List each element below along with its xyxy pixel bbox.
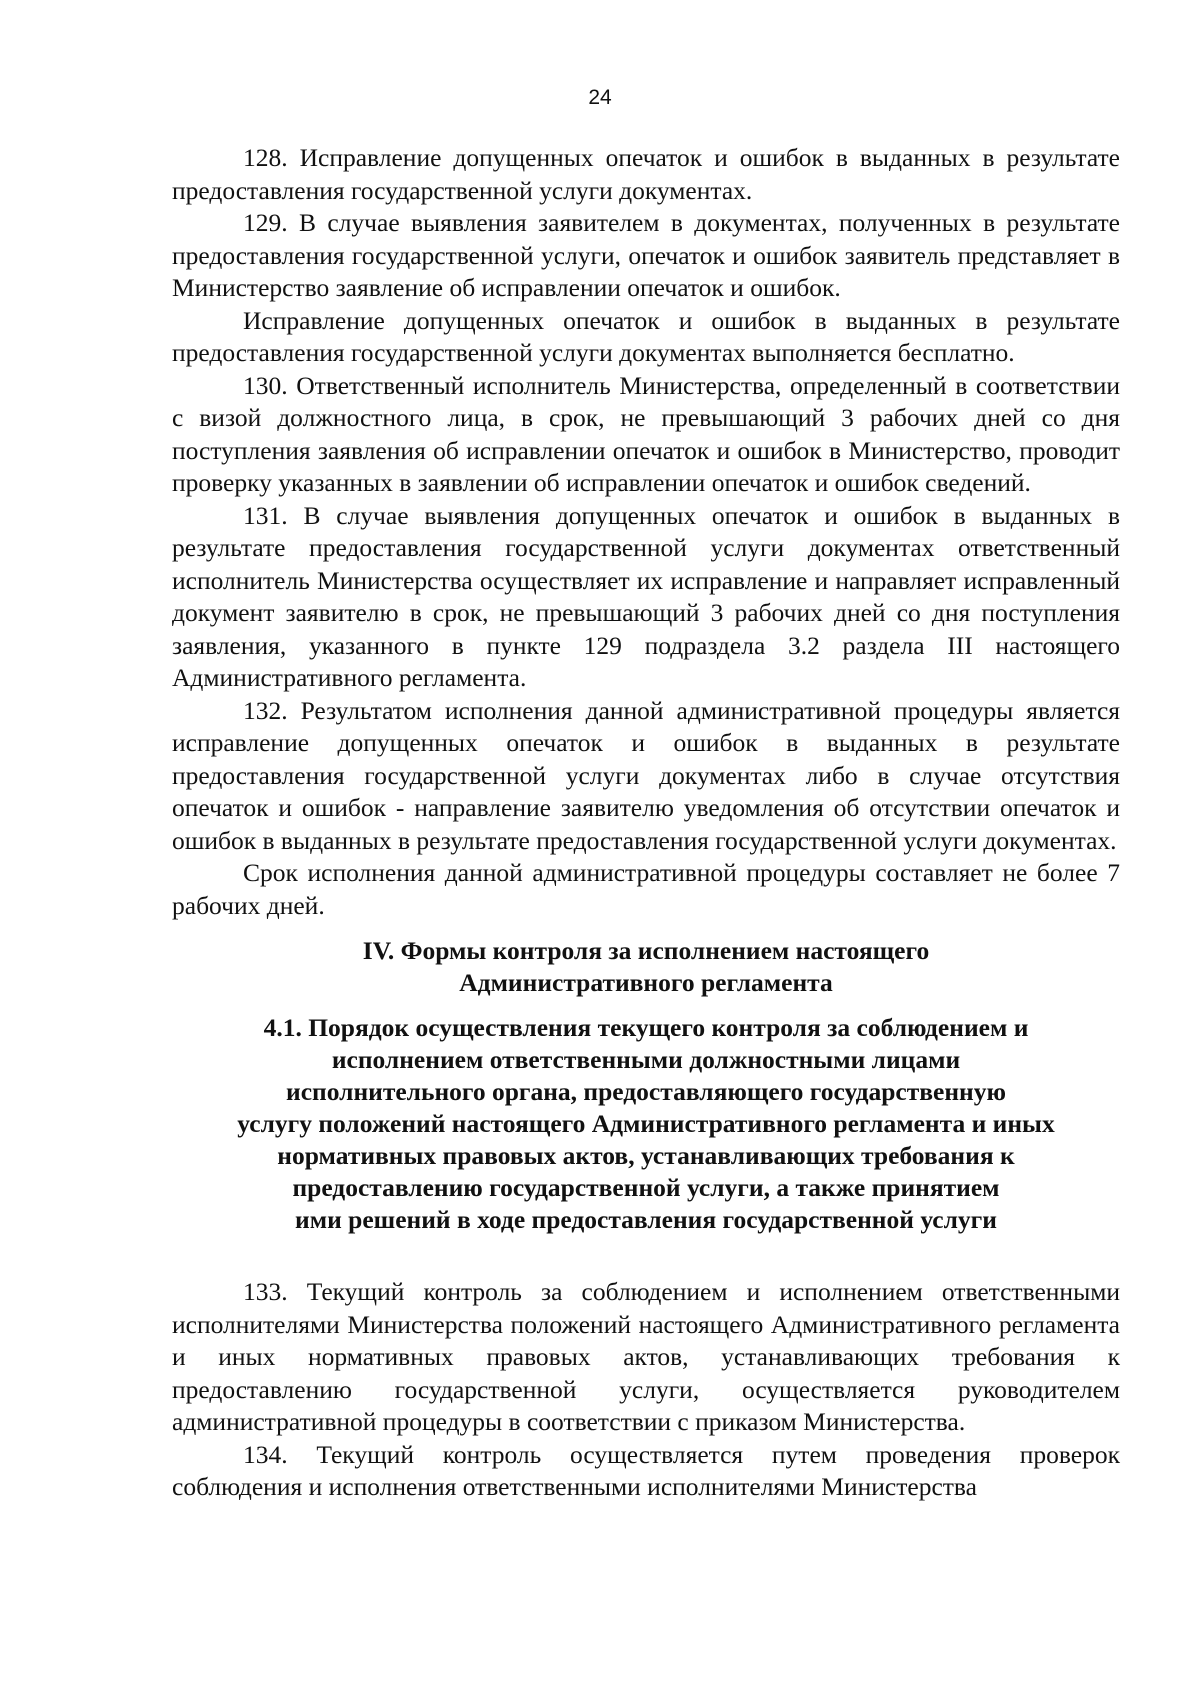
paragraph-132: 132. Результатом исполнения данной административной процедуры является исправление допущенных опечаток и ошибок в выданных в результате предоставления государственной услуги документах либо в случае отсутствия опечаток и ошибок - направление заявителю уведомления об отсутствии опечаток и ошибок в выданных в результате предоставления государственной услуги документах. — [172, 695, 1120, 855]
paragraph-131: 131. В случае выявления допущенных опечаток и ошибок в выданных в результате предоставления государственной услуги документах ответственный исполнитель Министерства осуществляет их исправление и направляет исправленный документ заявителю в срок, не превышающий 3 рабочих дней со дня поступления заявления, указанного в пункте 129 подраздела 3.2 раздела III настоящего Административного регламента. — [172, 500, 1120, 692]
paragraph-129-note: Исправление допущенных опечаток и ошибок в выданных в результате предоставления государственной услуги документах выполняется бесплатно. — [172, 305, 1120, 367]
subsection-heading-line: исполнением ответственными должностными лицами — [331, 1045, 961, 1074]
subsection-heading-line: исполнительного органа, предоставляющего государственную — [286, 1077, 1006, 1106]
subsection-heading-line: предоставлению государственной услуги, а также принятием — [292, 1173, 1000, 1202]
subsection-heading-line: услугу положений настоящего Административного регламента и иных — [237, 1109, 1055, 1138]
section-heading-line-1: IV. Формы контроля за исполнением настоящего — [362, 936, 930, 965]
subsection-heading — [172, 1012, 1120, 1236]
subsection-heading-line: нормативных правовых актов, устанавливающих требования к — [277, 1141, 1015, 1170]
page-number: 24 — [588, 86, 612, 109]
paragraph-128: 128. Исправление допущенных опечаток и ошибок в выданных в результате предоставления государственной услуги документах. — [172, 143, 1120, 205]
paragraph-129: 129. В случае выявления заявителем в документах, полученных в результате предоставления государственной услуги, опечаток и ошибок заявитель представляет в Министерство заявление об исправлении опечаток и ошибок. — [172, 208, 1120, 302]
page-content — [172, 142, 1120, 1504]
subsection-heading-line: 4.1. Порядок осуществления текущего контроля за соблюдением и — [263, 1013, 1029, 1042]
paragraph-130: 130. Ответственный исполнитель Министерства, определенный в соответствии с визой должностного лица, в срок, не превышающий 3 рабочих дней со дня поступления заявления об исправлении опечаток и ошибок в Министерство, проводит проверку указанных в заявлении об исправлении опечаток и ошибок сведений. — [172, 370, 1120, 497]
paragraph-133: 133. Текущий контроль за соблюдением и исполнением ответственными исполнителями Министерства положений настоящего Административного регламента и иных нормативных правовых актов, устанавливающих требования к предоставлению государственной услуги, осуществляется руководителем административной процедуры в соответствии с приказом Министерства. — [172, 1277, 1120, 1436]
section-heading — [172, 935, 1120, 999]
heading-spacer — [172, 1236, 1120, 1276]
paragraph-134: 134. Текущий контроль осуществляется путем проведения проверок соблюдения и исполнения ответственными исполнителями Министерства — [172, 1439, 1120, 1501]
paragraph-132-term: Срок исполнения данной административной процедуры составляет не более 7 рабочих дней. — [172, 858, 1120, 920]
section-heading-line-2: Административного регламента — [459, 968, 833, 997]
subsection-heading-line: ими решений в ходе предоставления государственной услуги — [295, 1205, 997, 1234]
